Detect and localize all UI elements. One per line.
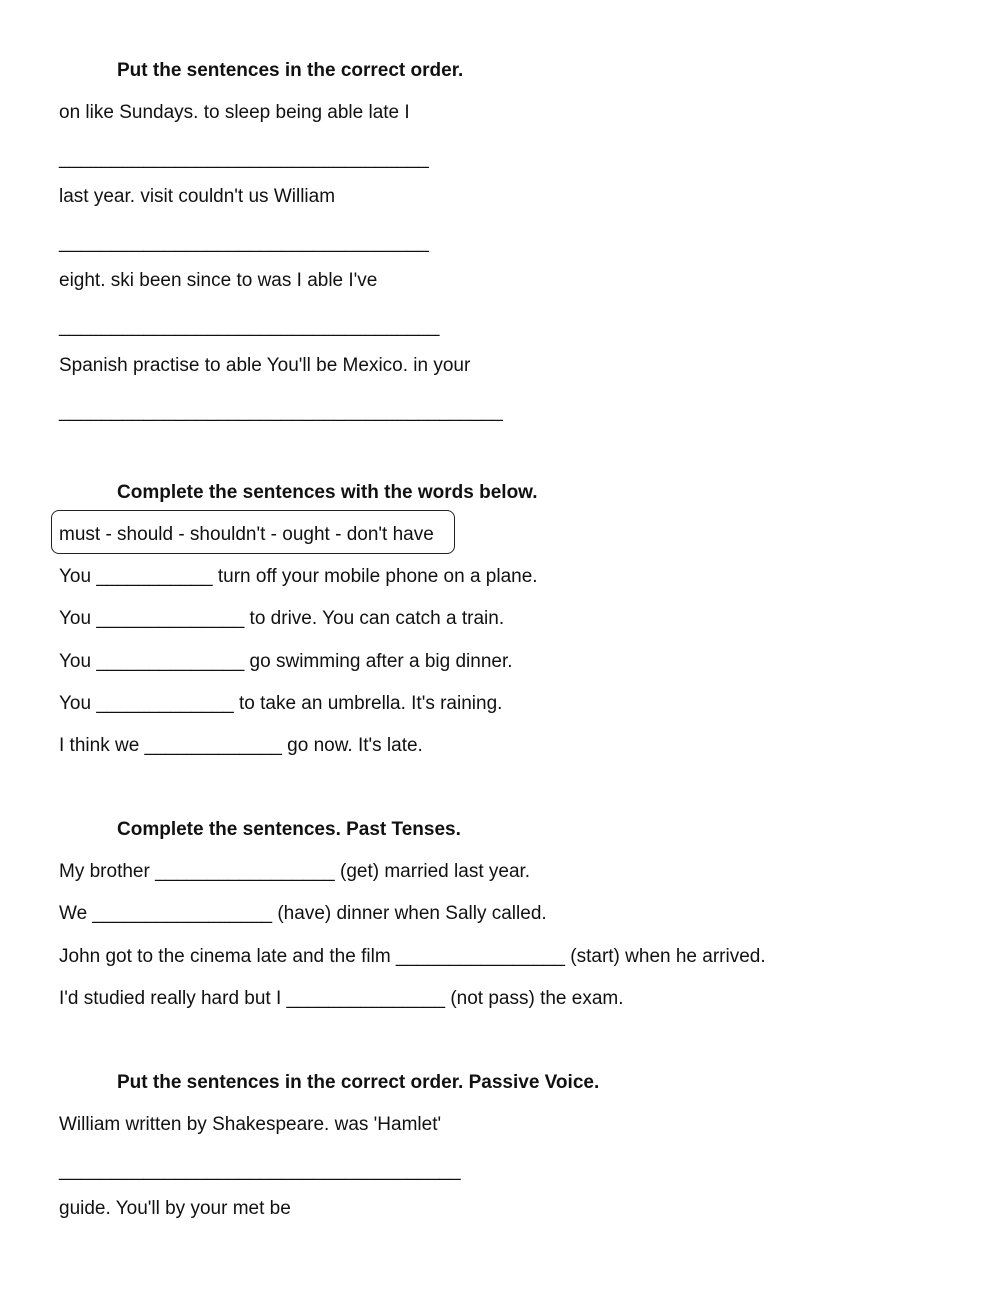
passive-scrambled-1: William written by Shakespeare. was 'Hamlet' [59,1114,442,1135]
section-4-heading: Put the sentences in the correct order. Passive Voice. [117,1072,600,1093]
modal-sentence-5[interactable]: I think we _____________ go now. It's late. [59,735,423,756]
past-tense-sentence-3[interactable]: John got to the cinema late and the film ________________ (start) when he arrived. [59,946,766,967]
past-tense-sentence-2[interactable]: We _________________ (have) dinner when Sally called. [59,903,547,924]
word-bank-text: must - should - shouldn't - ought - don't have [59,524,434,545]
answer-blank-2[interactable]: ___________________________________ [59,232,429,253]
modal-sentence-2[interactable]: You ______________ to drive. You can catch a train. [59,608,505,629]
scrambled-sentence-2: last year. visit couldn't us William [59,186,336,207]
answer-blank-1[interactable]: ___________________________________ [59,148,429,169]
past-tense-sentence-1[interactable]: My brother _________________ (get) married last year. [59,861,531,882]
modal-sentence-1[interactable]: You ___________ turn off your mobile phone on a plane. [59,566,538,587]
scrambled-sentence-1: on like Sundays. to sleep being able late I [59,102,410,123]
answer-blank-3[interactable]: ____________________________________ [59,316,440,337]
scrambled-sentence-3: eight. ski been since to was I able I've [59,270,378,291]
passive-scrambled-2: guide. You'll by your met be [59,1198,291,1219]
modal-sentence-4[interactable]: You _____________ to take an umbrella. It's raining. [59,693,503,714]
section-2-heading: Complete the sentences with the words below. [117,482,538,503]
scrambled-sentence-4: Spanish practise to able You'll be Mexico. in your [59,355,471,376]
section-1-heading: Put the sentences in the correct order. [117,60,464,81]
passive-answer-blank-1[interactable]: ______________________________________ [59,1160,461,1181]
section-3-heading: Complete the sentences. Past Tenses. [117,819,461,840]
past-tense-sentence-4[interactable]: I'd studied really hard but I _______________ (not pass) the exam. [59,988,624,1009]
modal-sentence-3[interactable]: You ______________ go swimming after a big dinner. [59,651,513,672]
answer-blank-4[interactable]: __________________________________________ [59,401,503,422]
